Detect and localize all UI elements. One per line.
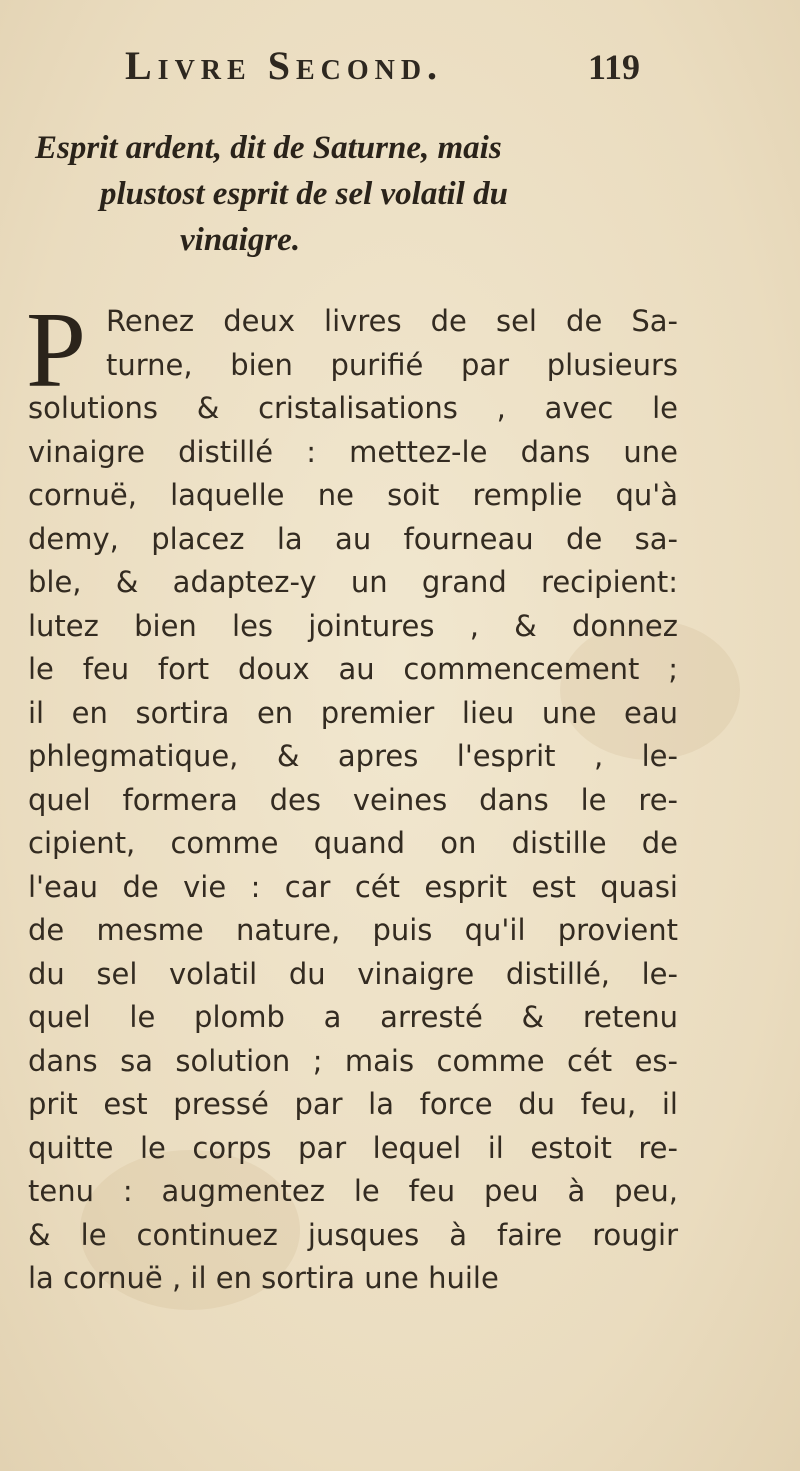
body-line: phlegmatique, & apres l'esprit , le-	[28, 739, 678, 773]
body-line: vinaigre distillé : mettez-le dans une	[28, 434, 678, 469]
body-line: & le continuez jusques à faire rougir	[28, 1217, 678, 1252]
body-line: la cornuë , il en sortira une huile	[28, 1261, 499, 1295]
body-line: dans sa solution ; mais comme cét es-	[28, 1043, 678, 1078]
body-line: tenu : augmentez le feu peu à peu,	[28, 1174, 678, 1208]
chapter-title-line: plustost esprit de sel volatil du	[100, 176, 508, 212]
body-line: demy, placez la au fourneau de sa-	[28, 521, 678, 556]
body-line: turne, bien purifié par plusieurs	[106, 347, 678, 382]
body-line: quel le plomb a arresté & retenu	[28, 1000, 678, 1034]
running-head-title: Livre Second.	[125, 43, 444, 88]
body-line: quitte le corps par lequel il estoit re-	[28, 1130, 678, 1165]
body-line: quel formera des veines dans le re-	[28, 782, 678, 817]
body-line: prit est pressé par la force du feu, il	[28, 1087, 678, 1121]
chapter-title-line: Esprit ardent, dit de Saturne, mais	[35, 130, 502, 166]
body-line: le feu fort doux au commencement ;	[28, 652, 678, 686]
drop-cap: P	[26, 291, 87, 410]
body-line: solutions & cristalisations , avec le	[28, 391, 678, 425]
body-line: ble, & adaptez-y un grand recipient:	[28, 565, 678, 599]
chapter-title-line: vinaigre.	[180, 222, 301, 258]
body-line: du sel volatil du vinaigre distillé, le-	[28, 956, 678, 991]
body-line: cipient, comme quand on distille de	[28, 826, 678, 860]
body-line: de mesme nature, puis qu'il provient	[28, 913, 678, 947]
chapter-title	[35, 125, 690, 263]
body-text	[26, 291, 678, 1301]
body-line: il en sortira en premier lieu une eau	[28, 695, 678, 730]
running-head	[0, 42, 800, 102]
body-line: Renez deux livres de sel de Sa-	[106, 304, 678, 338]
body-line: l'eau de vie : car cét esprit est quasi	[28, 869, 678, 904]
body-line: cornuë, laquelle ne soit remplie qu'à	[28, 478, 678, 512]
body-line: lutez bien les jointures , & donnez	[28, 608, 678, 643]
page-number: 119	[588, 47, 641, 87]
